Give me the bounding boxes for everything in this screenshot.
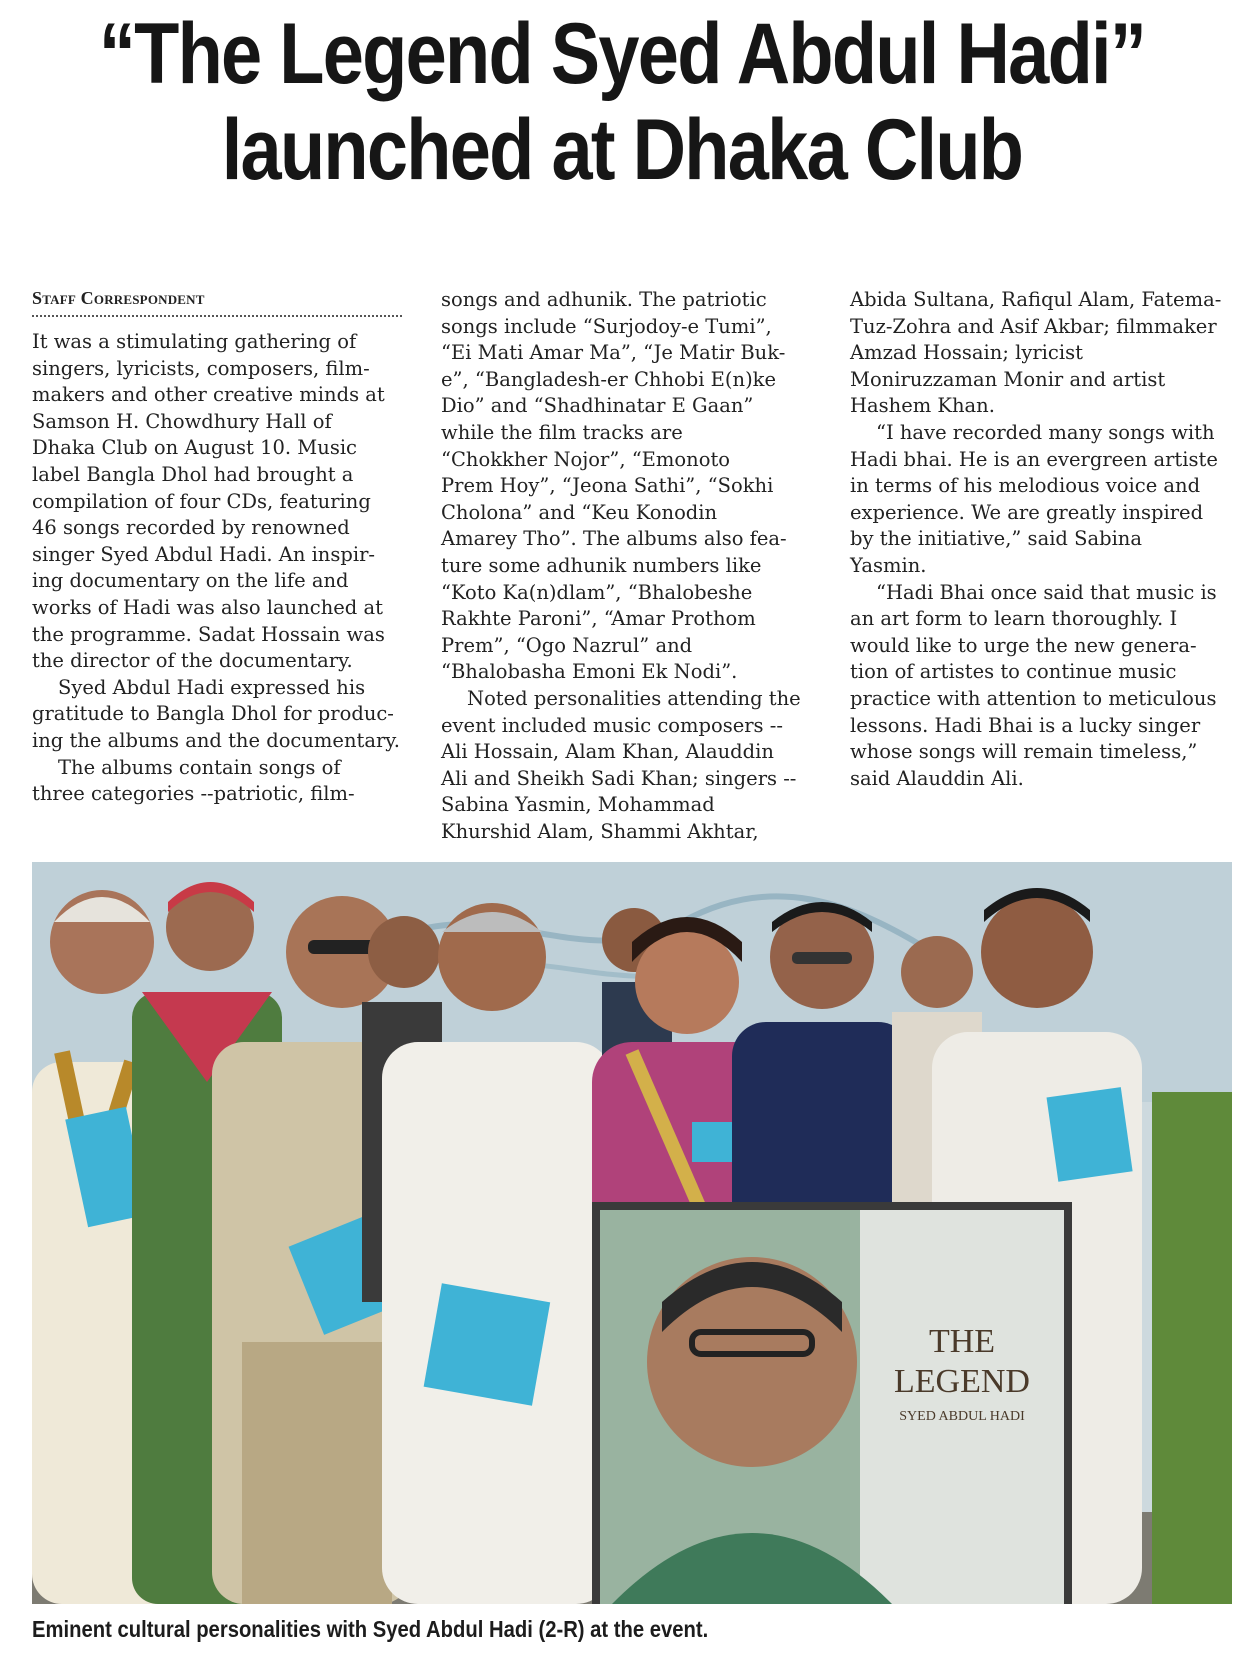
article-column-2 [441, 287, 829, 845]
poster-name: SYED ABDUL HADI [899, 1409, 1025, 1424]
photo-caption: Eminent cultural personalities with Syed Abdul Hadi (2-R) at the event. [32, 1616, 709, 1642]
headline-line-1: “The Legend Syed Abdul Hadi” [98, 6, 1146, 102]
poster-portrait [647, 1257, 857, 1467]
album-cd [1047, 1087, 1133, 1182]
album-cd [424, 1283, 551, 1406]
byline: Staff Correspondent [32, 288, 205, 308]
article-body [32, 287, 1232, 847]
byline-divider [32, 315, 402, 317]
poster-subtitle: LEGEND [894, 1363, 1030, 1400]
paragraph: Abida Sultana, Rafiqul Alam, Fatema- Tuz-Zohra and Asif Akbar; filmmaker Amzad Hossain; lyricist Moniruzzaman Monir and artist Hashem Khan. [850, 288, 1222, 418]
person-11 [1152, 1092, 1232, 1604]
poster-title: THE [928, 1323, 996, 1360]
paragraph: Syed Abdul Hadi expressed his gratitude to Bangla Dhol for produc- ing the albums and the documentary. [32, 675, 400, 752]
paragraph: “Hadi Bhai once said that music is an art form to learn thoroughly. I would like to urge the new genera- tion of artistes to continue music practice with attention to meticulous lessons. Hadi Bhai is a lucky singer whose songs will remain timeless,” said Alauddin Ali. [850, 580, 1217, 790]
paragraph: songs and adhunik. The patriotic songs include “Surjodoy-e Tumi”, “Ei Mati Amar Ma”, “Je Matir Buk- e”, “Bangladesh-er Chhobi E(n)ke Dio” and “Shadhinatar E Gaan” while the film tracks are “Chokkher Nojor”, “Emonoto Prem Hoy”, “Jeona Sathi”, “Sokhi Cholona” and “Keu Konodin Amarey Tho”. The albums also fea- ture some adhunik numbers like “Koto Ka(n)dlam”, “Bhalobeshe Rakhte Paroni”, “Amar Prothom Prem”, “Ogo Nazrul” and “Bhalobasha Emoni Ek Nodi”. [441, 288, 787, 684]
headline-line-2: launched at Dhaka Club [221, 102, 1023, 198]
event-photo [32, 862, 1232, 1604]
article-column-1 [32, 287, 420, 808]
event-photo-illustration [32, 862, 1232, 1604]
paragraph: The albums contain songs of three categories --patriotic, film- [32, 755, 355, 806]
headline [87, 6, 1157, 198]
article-column-3 [850, 287, 1238, 792]
paragraph: “I have recorded many songs with Hadi bhai. He is an evergreen artiste in terms of his melodious voice and experience. We are greatly inspired by the initiative,” said Sabina Yasmin. [850, 420, 1218, 577]
paragraph: Noted personalities attending the event included music composers -- Ali Hossain, Alam Khan, Alauddin Ali and Sheikh Sadi Khan; singers -- Sabina Yasmin, Mohammad Khurshid Alam, Shammi Akhtar, [441, 686, 801, 843]
album-poster [592, 1202, 1072, 1604]
paragraph: It was a stimulating gathering of singers, lyricists, composers, film- makers and other creative minds at Samson H. Chowdhury Hall of Dhaka Club on August 10. Music label Bangla Dhol had brought a compilation of four CDs, featuring 46 songs recorded by renowned singer Syed Abdul Hadi. An inspir- ing documentary on the life and works of Hadi was also launched at the programme. Sadat Hossain was the director of the documentary. [32, 330, 385, 673]
